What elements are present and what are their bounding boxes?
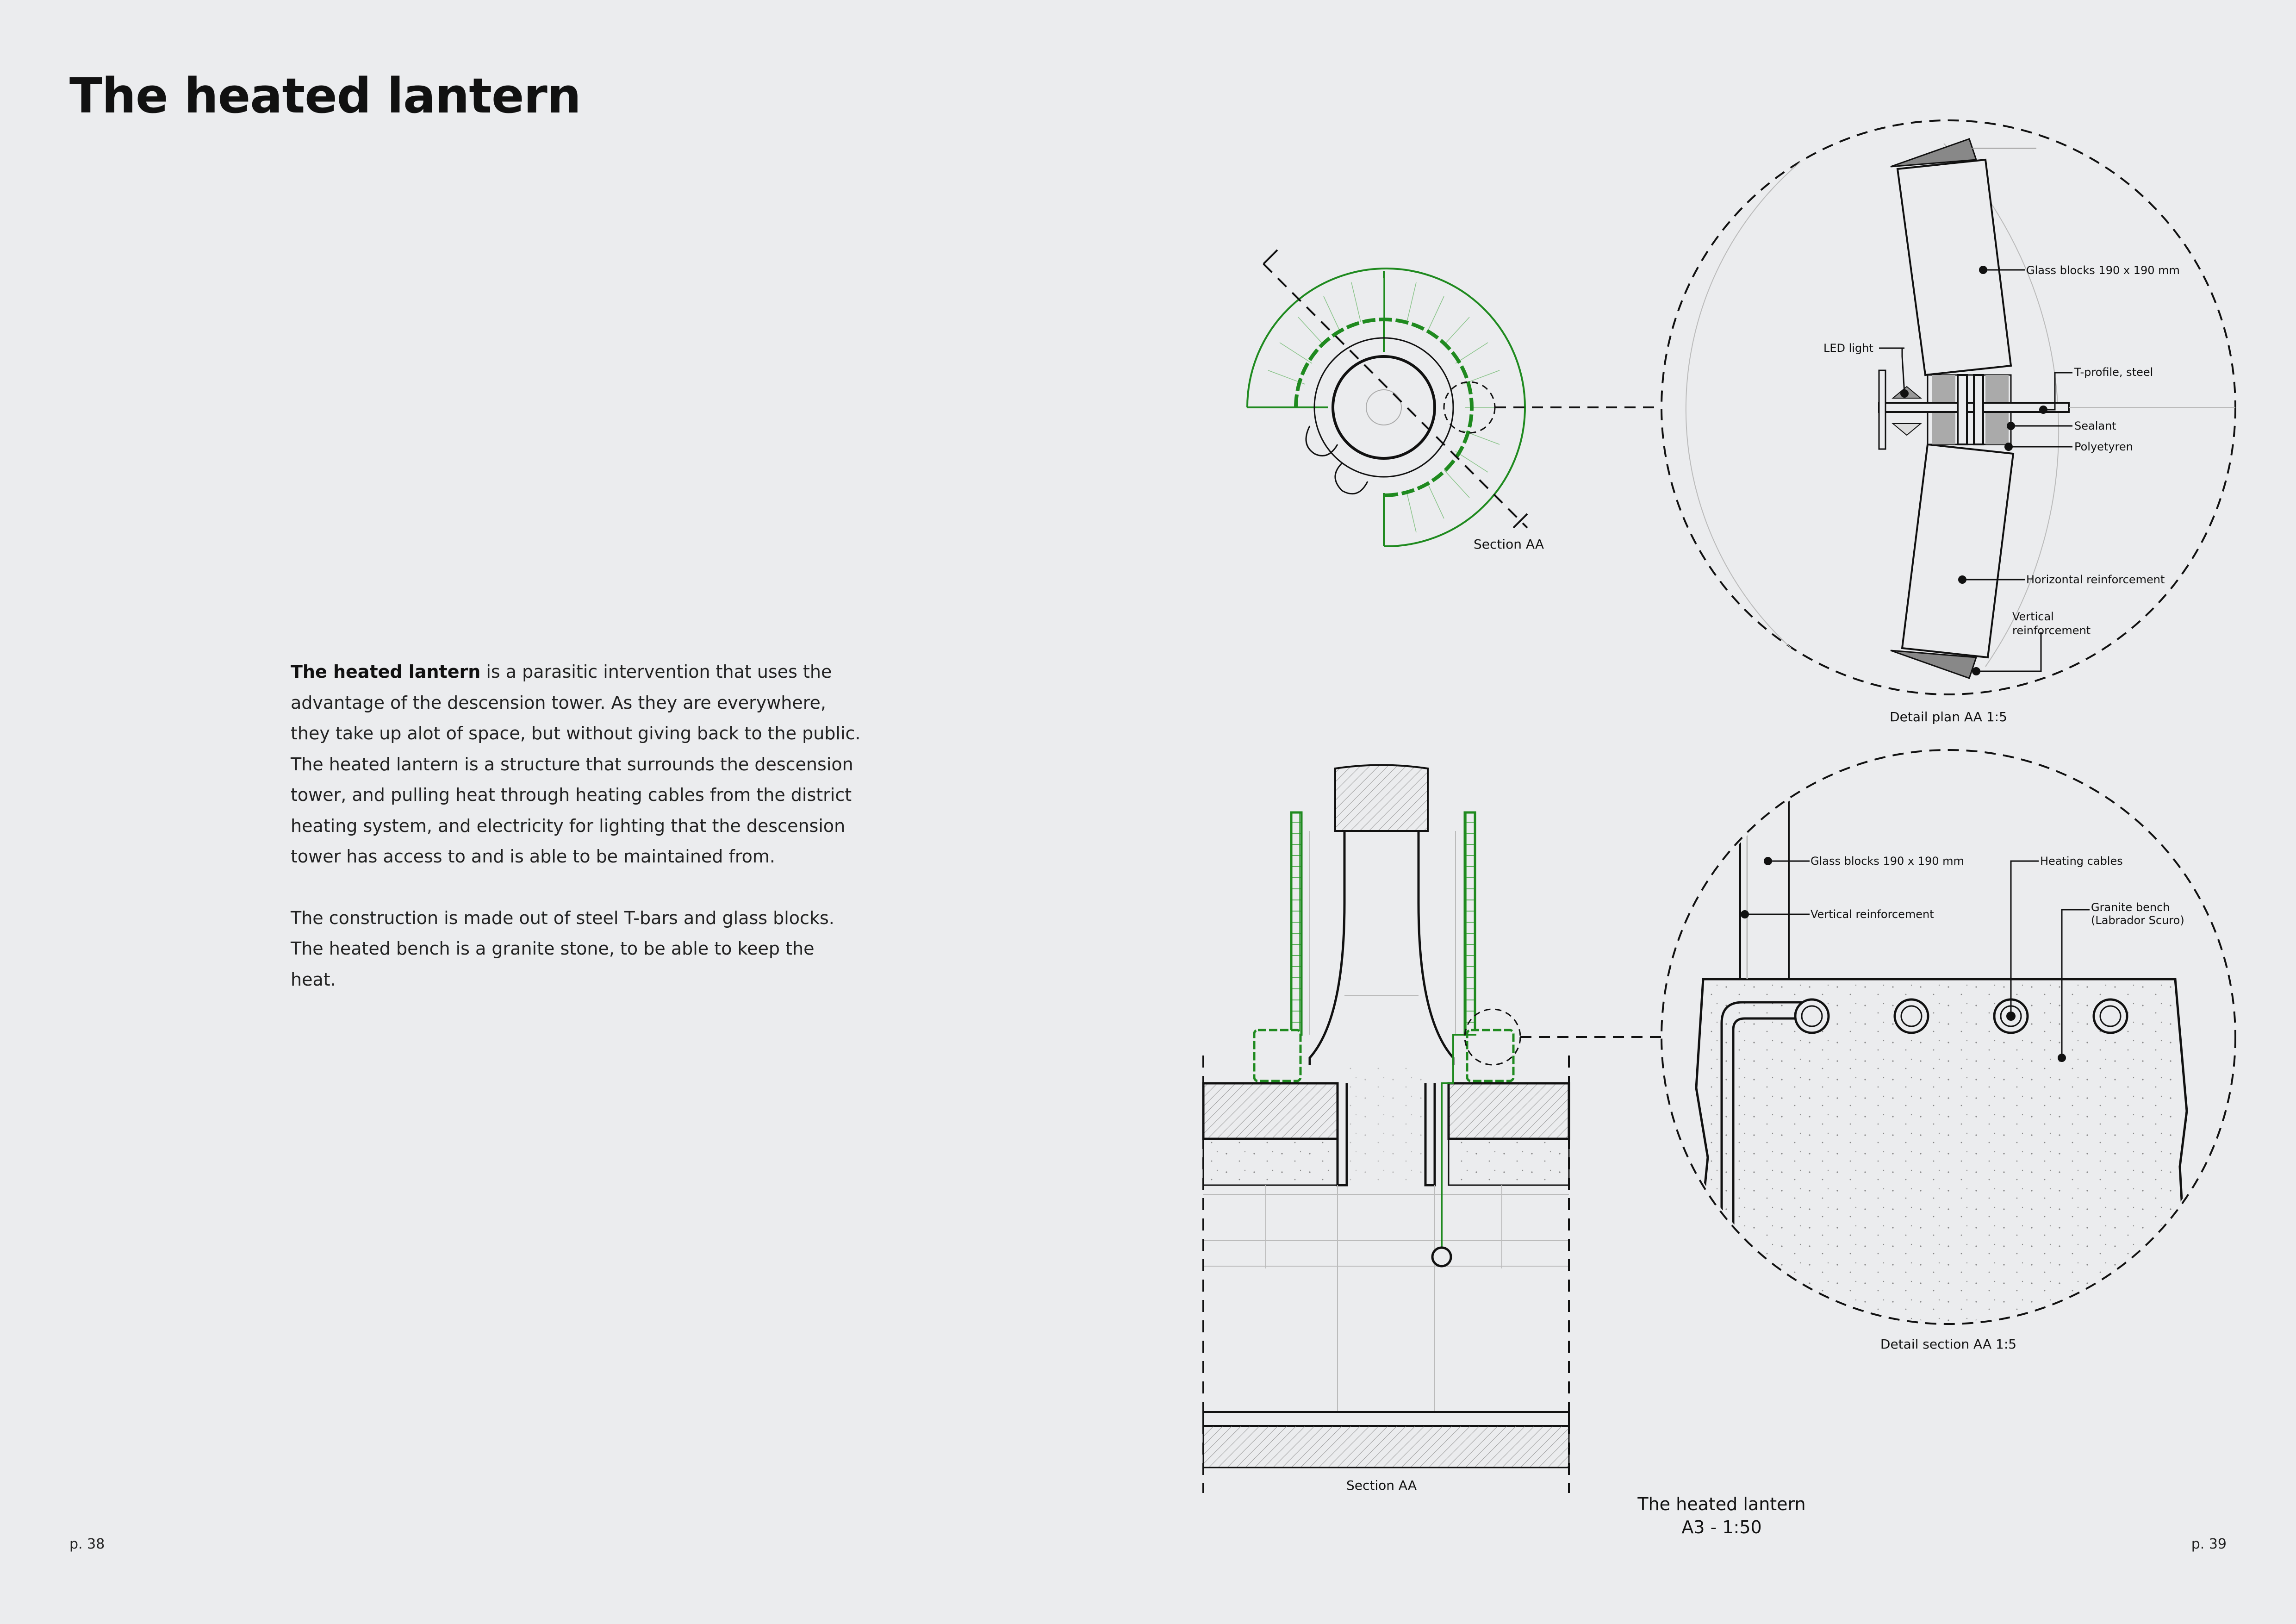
section-drawing: [1203, 765, 1661, 1493]
detail-plan-label-glass: Glass blocks 190 x 190 mm: [2026, 264, 2180, 277]
sheet-scale: A3 - 1:50: [1681, 1517, 1762, 1537]
detail-plan-drawing: [1661, 120, 2235, 725]
detail-plan-label-horiz: Horizontal reinforcement: [2026, 573, 2165, 586]
detail-section-label-glass: Glass blocks 190 x 190 mm: [1811, 855, 1964, 868]
detail-section-label-heating: Heating cables: [2040, 855, 2123, 868]
paragraph-2: The construction is made out of steel T-bars and glass blocks. The heated bench is a granite stone, to be able to keep the heat.: [291, 907, 834, 990]
page-title: The heated lantern: [69, 68, 581, 124]
paragraph-1-rest: is a parasitic intervention that uses the advantage of the descension tower. As they are everywhere, they take up alot of space, but without giving back to the public. The heated lantern is a structure that surrounds the descension tower, and pulling heat through heating cables from the district heating system, and electricity for lighting that the descension tower has access to and is able to be maintained from.: [291, 662, 861, 867]
page-number-left: p. 38: [69, 1536, 105, 1552]
detail-section-label-vert: Vertical reinforcement: [1811, 908, 1934, 921]
page-number-right: p. 39: [2191, 1536, 2227, 1552]
detail-plan-label-vert2: reinforcement: [2012, 624, 2091, 637]
detail-plan-label-vert1: Vertical: [2012, 610, 2054, 623]
detail-plan-label-tprofile: T-profile, steel: [2074, 366, 2153, 379]
section-label: Section AA: [1346, 1478, 1417, 1493]
paragraph-1-bold: The heated lantern: [291, 662, 481, 682]
sheet-title: The heated lantern: [1637, 1494, 1806, 1514]
detail-section-caption: Detail section AA 1:5: [1880, 1337, 2017, 1352]
detail-plan-label-sealant: Sealant: [2074, 419, 2116, 432]
detail-section-drawing: [1661, 750, 2235, 1352]
detail-section-label-bench1: Granite bench: [2091, 901, 2170, 914]
plan-drawing: [1247, 250, 1661, 552]
plan-section-label: Section AA: [1473, 537, 1544, 552]
detail-plan-label-led: LED light: [1823, 342, 1873, 355]
detail-section-label-bench2: (Labrador Scuro): [2091, 914, 2184, 927]
detail-plan-caption: Detail plan AA 1:5: [1890, 709, 2007, 725]
detail-plan-label-poly: Polyetyren: [2074, 440, 2133, 453]
